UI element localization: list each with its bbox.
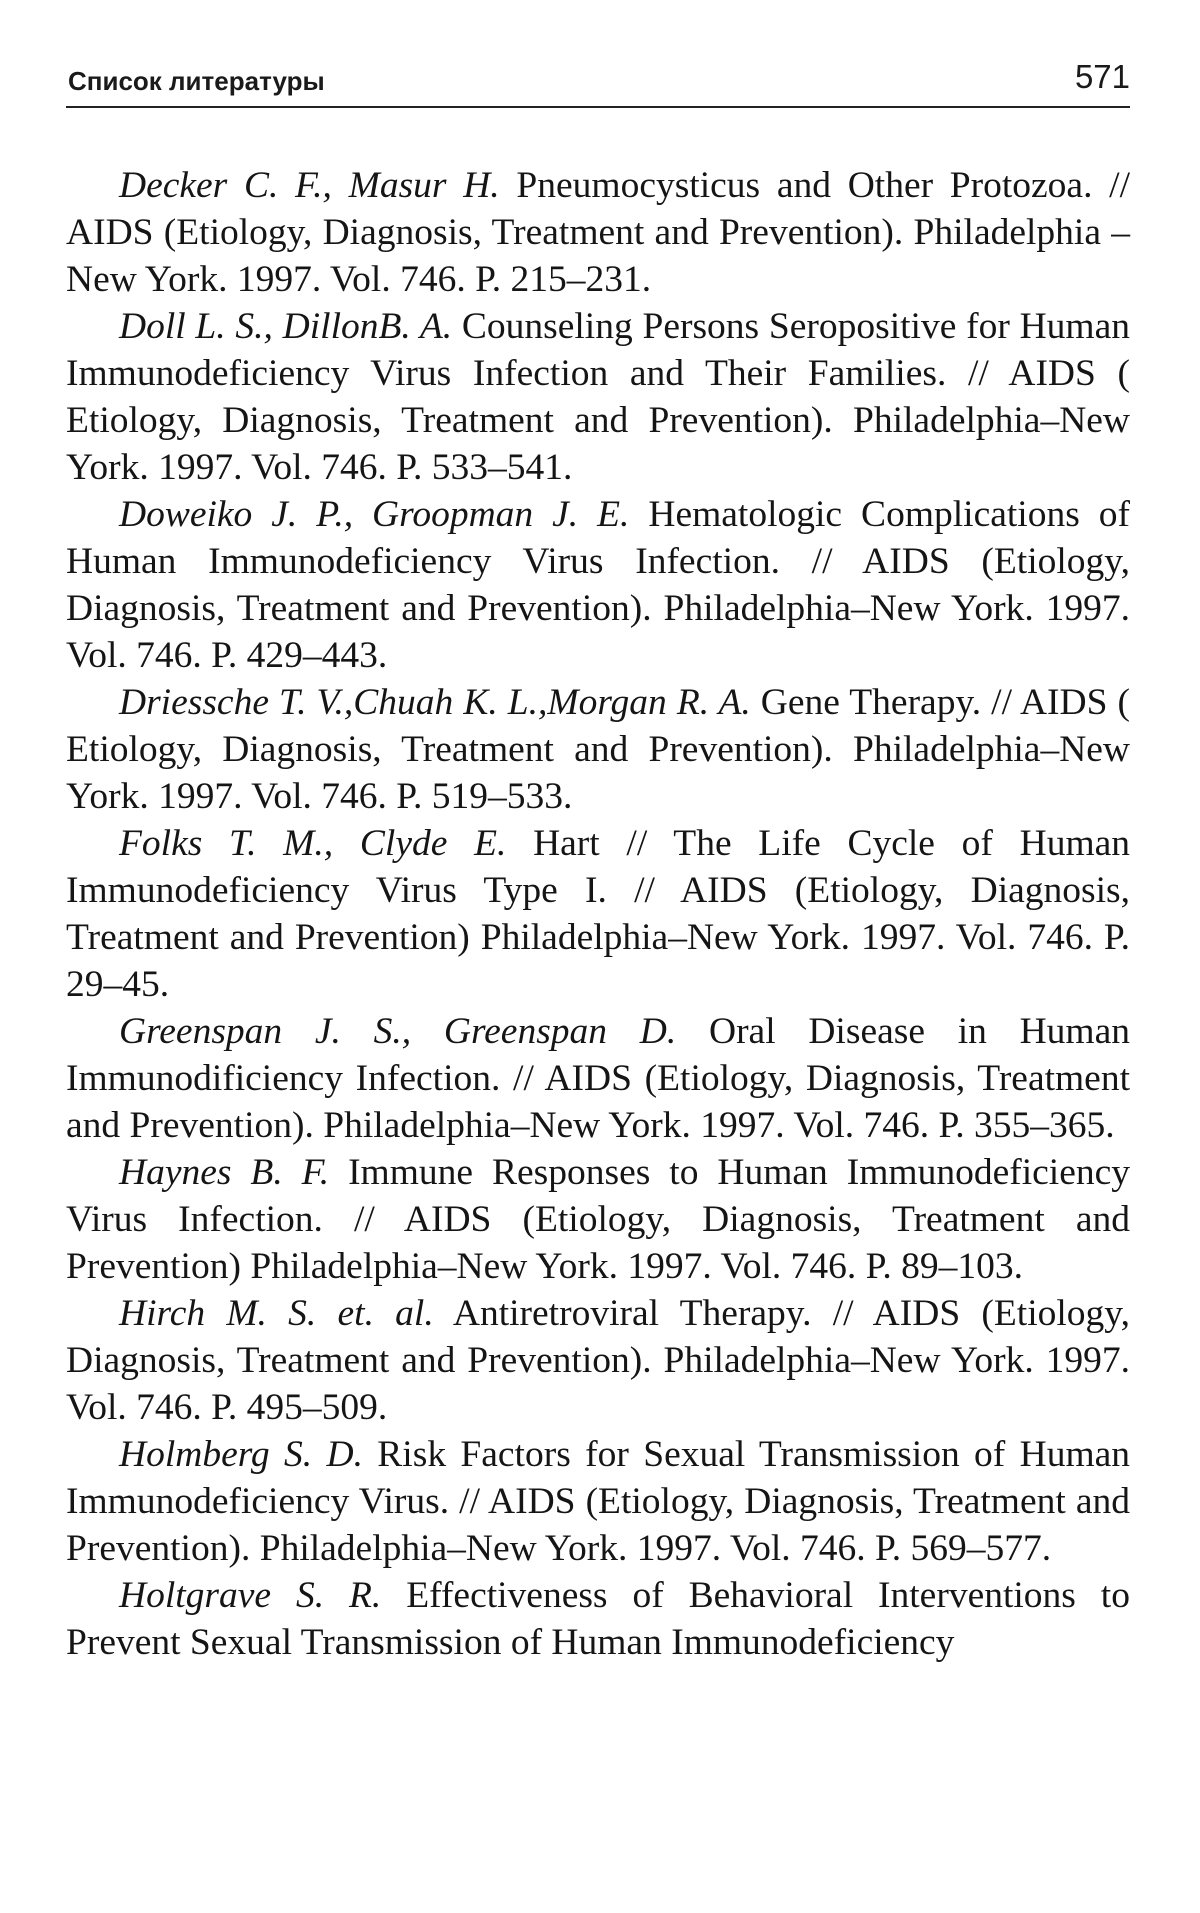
reference-entry <box>66 303 1130 491</box>
reference-authors: Hirch M. S. et. al. <box>119 1293 434 1334</box>
page-number: 571 <box>1074 58 1130 95</box>
reference-text: Immune Responses to Human Immunodeficiency Virus Infection. // AIDS (Etiology, Diagnosis, Treatment and Prevention) Philadelphia–New York. 1997. Vol. 746. P. 89–103. <box>66 1152 1130 1287</box>
reference-authors: Doll L. S., DillonB. A. <box>119 306 453 347</box>
reference-entry <box>66 491 1130 679</box>
reference-entry <box>66 162 1130 303</box>
running-head <box>66 56 1130 108</box>
reference-entry <box>66 1572 1130 1666</box>
reference-text: Gene Therapy. // AIDS ( Etiology, Diagnosis, Treatment and Prevention). Philadelphia–New York. 1997. Vol. 746. P. 519–533. <box>66 682 1130 817</box>
reference-text: Pneumocysticus and Other Protozoa. // AIDS (Etiology, Diagnosis, Treatment and Prevention). Philadelphia – New York. 1997. Vol. 746. P. 215–231. <box>66 165 1131 300</box>
reference-authors: Haynes B. F. <box>119 1152 330 1193</box>
reference-authors: Folks T. M., Clyde E. <box>119 823 507 864</box>
reference-entry <box>66 679 1130 820</box>
reference-authors: Driessche T. V.,Chuah K. L.,Morgan R. A. <box>119 682 751 723</box>
reference-text: Risk Factors for Sexual Transmission of Human Immunodeficiency Virus. // AIDS (Etiology, Diagnosis, Treatment and Prevention). Philadelphia–New York. 1997. Vol. 746. P. 569–577. <box>66 1434 1131 1569</box>
reference-authors: Decker C. F., Masur H. <box>119 165 500 206</box>
reference-text: Hematologic Complications of Human Immunodeficiency Virus Infection. // AIDS (Etiology, Diagnosis, Treatment and Prevention). Philadelphia–New York. 1997. Vol. 746. P. 429–443. <box>66 494 1130 676</box>
reference-authors: Doweiko J. P., Groopman J. E. <box>119 494 630 535</box>
reference-entry <box>66 1431 1130 1572</box>
reference-text: Effectiveness of Behavioral Interventions to Prevent Sexual Transmission of Human Immunodeficiency <box>66 1575 1130 1663</box>
reference-entry <box>66 1149 1130 1290</box>
reference-text: Antiretroviral Therapy. // AIDS (Etiology, Diagnosis, Treatment and Prevention). Philadelphia–New York. 1997. Vol. 746. P. 495–509. <box>66 1293 1130 1428</box>
reference-authors: Greenspan J. S., Greenspan D. <box>119 1011 677 1052</box>
reference-list <box>66 162 1130 1666</box>
reference-authors: Holmberg S. D. <box>119 1434 363 1475</box>
reference-entry <box>66 820 1130 1008</box>
reference-text: Counseling Persons Seropositive for Human Immunodeficiency Virus Infection and Their Families. // AIDS ( Etiology, Diagnosis, Treatment and Prevention). Philadelphia–New York. 1997. Vol. 746. P. 533–541. <box>66 306 1130 488</box>
reference-authors: Holtgrave S. R. <box>119 1575 382 1616</box>
reference-text: Oral Disease in Human Immunodificiency Infection. // AIDS (Etiology, Diagnosis, Treatment and Prevention). Philadelphia–New York. 1997. Vol. 746. P. 355–365. <box>66 1011 1130 1146</box>
reference-text: Hart // The Life Cycle of Human Immunodeficiency Virus Type I. // AIDS (Etiology, Diagnosis, Treatment and Prevention) Philadelphia–New York. 1997. Vol. 746. P. 29–45. <box>66 823 1131 1005</box>
reference-entry <box>66 1008 1130 1149</box>
section-title: Список литературы <box>68 66 325 96</box>
reference-entry <box>66 1290 1130 1431</box>
